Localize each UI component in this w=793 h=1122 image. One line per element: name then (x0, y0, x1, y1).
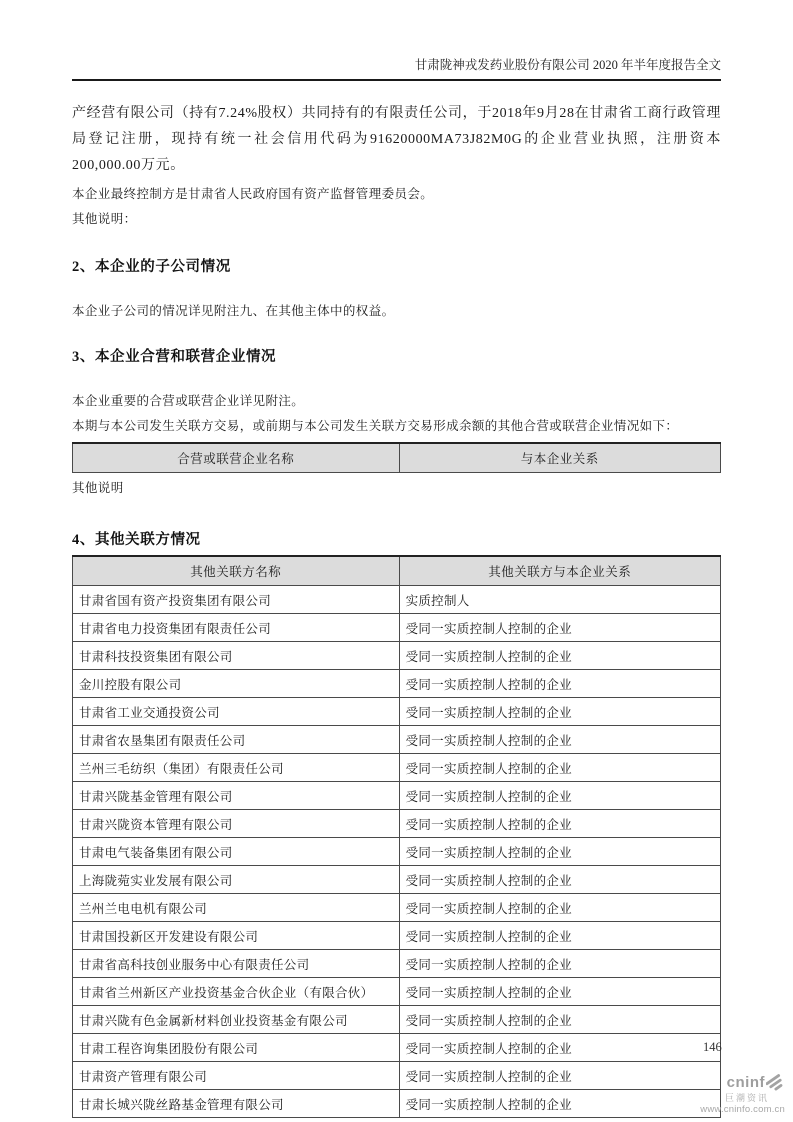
table-cell: 甘肃资产管理有限公司 (73, 1062, 400, 1090)
table-cell: 受同一实质控制人控制的企业 (399, 614, 720, 642)
related-parties-table-head (73, 556, 721, 586)
related-parties-table (72, 555, 721, 1118)
table-cell: 受同一实质控制人控制的企业 (399, 950, 720, 978)
table-row (73, 642, 721, 670)
table-cell: 受同一实质控制人控制的企业 (399, 1062, 720, 1090)
table-cell: 实质控制人 (399, 586, 720, 614)
column-header: 其他关联方与本企业关系 (399, 556, 720, 586)
table-cell: 甘肃长城兴陇丝路基金管理有限公司 (73, 1090, 400, 1118)
table-row (73, 922, 721, 950)
table-cell: 兰州三毛纺织（集团）有限责任公司 (73, 754, 400, 782)
page-header (72, 0, 721, 81)
table-cell: 甘肃省工业交通投资公司 (73, 698, 400, 726)
cninfo-logo-row (699, 1074, 785, 1093)
table-row (73, 1062, 721, 1090)
table-row (73, 838, 721, 866)
table-cell: 受同一实质控制人控制的企业 (399, 978, 720, 1006)
table-row (73, 894, 721, 922)
table-cell: 受同一实质控制人控制的企业 (399, 1090, 720, 1118)
table-row (73, 586, 721, 614)
table-cell: 受同一实质控制人控制的企业 (399, 782, 720, 810)
table-cell: 甘肃省电力投资集团有限责任公司 (73, 614, 400, 642)
table-cell: 受同一实质控制人控制的企业 (399, 726, 720, 754)
table-cell: 甘肃兴陇资本管理有限公司 (73, 810, 400, 838)
table-row (73, 1006, 721, 1034)
section-2-paragraph: 本企业子公司的情况详见附注九、在其他主体中的权益。 (72, 304, 395, 318)
page-number: 146 (703, 1040, 722, 1054)
table-row (73, 670, 721, 698)
other-note-label: 其他说明： (72, 212, 137, 226)
table-cell: 甘肃兴陇基金管理有限公司 (73, 782, 400, 810)
column-header: 合营或联营企业名称 (73, 443, 400, 473)
section-3-paragraph-1: 本企业重要的合营或联营企业详见附注。 (72, 394, 305, 408)
table-cell: 甘肃电气装备集团有限公司 (73, 838, 400, 866)
table-cell: 受同一实质控制人控制的企业 (399, 754, 720, 782)
joint-venture-table-head (73, 443, 721, 473)
table-cell: 甘肃国投新区开发建设有限公司 (73, 922, 400, 950)
table-cell: 受同一实质控制人控制的企业 (399, 1006, 720, 1034)
cninfo-url: www.cninfo.com.cn (700, 1103, 785, 1115)
table-cell: 上海陇菀实业发展有限公司 (73, 866, 400, 894)
table-cell: 受同一实质控制人控制的企业 (399, 922, 720, 950)
related-parties-table-body (73, 586, 721, 1118)
table-cell: 甘肃省国有资产投资集团有限公司 (73, 586, 400, 614)
table-row (73, 614, 721, 642)
table-cell: 甘肃省高科技创业服务中心有限责任公司 (73, 950, 400, 978)
column-header: 与本企业关系 (399, 443, 720, 473)
table-header-row (73, 556, 721, 586)
table-row (73, 810, 721, 838)
table-cell: 受同一实质控制人控制的企业 (399, 698, 720, 726)
table-cell: 兰州兰电电机有限公司 (73, 894, 400, 922)
cninfo-logo (699, 1074, 785, 1115)
table-cell: 金川控股有限公司 (73, 670, 400, 698)
table-row (73, 1034, 721, 1062)
table-row (73, 866, 721, 894)
controller-paragraph: 本企业最终控制方是甘肃省人民政府国有资产监督管理委员会。 (72, 187, 434, 201)
cninfo-chinese-name: 巨潮资讯 (724, 1093, 769, 1103)
table-row (73, 782, 721, 810)
column-header: 其他关联方名称 (73, 556, 400, 586)
table-row (73, 754, 721, 782)
section-3-heading: 3、本企业合营和联营企业情况 (72, 349, 277, 365)
table-row (73, 726, 721, 754)
table-cell: 甘肃科技投资集团有限公司 (73, 642, 400, 670)
table-header-row (73, 443, 721, 473)
section-3-paragraph-2: 本期与本公司发生关联方交易，或前期与本公司发生关联方交易形成余额的其他合营或联营企业情况如下： (72, 419, 679, 433)
table-cell: 受同一实质控制人控制的企业 (399, 1034, 720, 1062)
section-2-heading: 2、本企业的子公司情况 (72, 259, 231, 275)
table-row (73, 698, 721, 726)
table-cell: 甘肃省农垦集团有限责任公司 (73, 726, 400, 754)
table-cell: 甘肃省兰州新区产业投资基金合伙企业（有限合伙） (73, 978, 400, 1006)
page-header-title: 甘肃陇神戎发药业股份有限公司 2020 年半年度报告全文 (414, 58, 721, 72)
section-4-heading: 4、其他关联方情况 (72, 532, 201, 548)
joint-venture-table (72, 442, 721, 473)
registration-paragraph: 产经营有限公司（持有7.24%股权）共同持有的有限责任公司，于2018年9月28在甘肃省工商行政管理局登记注册，现持有统一社会信用代码为91620000MA73J82M0G的企业营业执照，注册资本200,000.00万元。 (72, 106, 721, 173)
table-cell: 受同一实质控制人控制的企业 (399, 810, 720, 838)
table-row (73, 1090, 721, 1118)
table-row (73, 950, 721, 978)
table-cell: 受同一实质控制人控制的企业 (399, 894, 720, 922)
table-cell: 甘肃工程咨询集团股份有限公司 (73, 1034, 400, 1062)
page-content (72, 0, 721, 1118)
table-cell: 受同一实质控制人控制的企业 (399, 642, 720, 670)
section-3-note: 其他说明 (72, 481, 124, 495)
table-cell: 甘肃兴陇有色金属新材料创业投资基金有限公司 (73, 1006, 400, 1034)
cninfo-swirl-icon (766, 1074, 785, 1093)
table-cell: 受同一实质控制人控制的企业 (399, 670, 720, 698)
table-row (73, 978, 721, 1006)
cninfo-brand-text: cninf (726, 1074, 765, 1092)
table-cell: 受同一实质控制人控制的企业 (399, 866, 720, 894)
table-cell: 受同一实质控制人控制的企业 (399, 838, 720, 866)
